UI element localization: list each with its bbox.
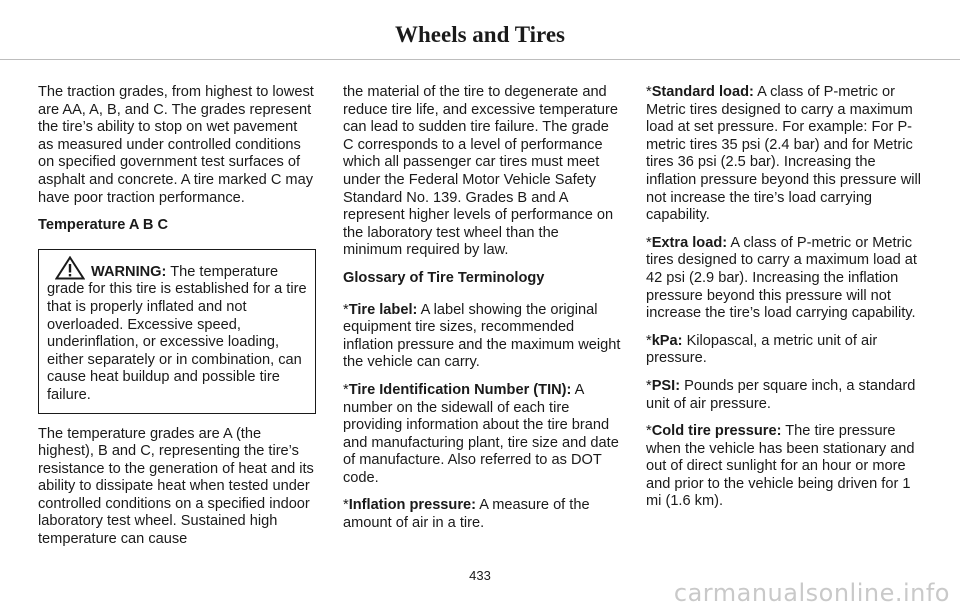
glossary-heading: Glossary of Tire Terminology [343, 269, 545, 286]
watermark: carmanualsonline.info [673, 579, 950, 607]
title-divider [0, 59, 960, 60]
warning-triangle-icon [55, 256, 85, 280]
entry-star: * [646, 423, 652, 440]
page-number: 433 [469, 568, 491, 583]
entry-text: A class of P-metric or Metric tires designed to carry a maximum load at set pressure. For example: For P-metric tires 35 psi (2.4 bar) and for Metric tires 36 psi (2.5 bar). Increasing the inflation pressure beyond this pressure will not increase the tire’s load carrying capability. [646, 84, 921, 224]
entry-term: Standard load: [651, 84, 754, 100]
column-1 [38, 84, 316, 559]
entry-star: * [343, 381, 349, 398]
entry-term: Cold tire pressure: [651, 423, 782, 440]
glossary-entry [646, 235, 924, 323]
entry-star: * [646, 234, 652, 251]
entry-term: Extra load: [651, 234, 728, 251]
entry-text: A number on the sidewall of each tire providing information about the tire brand and manufacturing plant, tire size and date of manufacture. Also referred to as DOT code. [343, 381, 619, 486]
entry-star: * [646, 332, 652, 349]
entry-term: Tire label: [348, 301, 418, 318]
glossary-entry [343, 302, 621, 372]
glossary-entry [646, 84, 924, 225]
warning-box [38, 249, 316, 414]
entry-text: Pounds per square inch, a standard unit of air pressure. [646, 377, 916, 412]
entry-text: A measure of the amount of air in a tire. [343, 497, 590, 532]
temperature-heading: Temperature A B C [38, 217, 169, 234]
entry-star: * [646, 84, 652, 100]
glossary-entry [646, 333, 924, 368]
entry-star: * [646, 377, 652, 394]
page-title: Wheels and Tires [395, 22, 565, 47]
glossary-entry [646, 423, 924, 511]
warning-text: The temperature grade for this tire is established for a tire that is properly inflated and not overloaded. Excessive speed, underinflation, or excessive loading, either separately or in combination, can cause heat buildup and possible tire failure. [47, 263, 307, 403]
entry-term: PSI: [651, 377, 681, 394]
entry-term: kPa: [651, 332, 683, 349]
column-2 [343, 84, 621, 543]
entry-text: The tire pressure when the vehicle has been stationary and out of direct sunlight for an hour or more and prior to the vehicle being driven for 1 mi (1.6 km). [646, 423, 915, 510]
entry-text: Kilopascal, a metric unit of air pressure. [646, 332, 878, 367]
temperature-grades-paragraph: The temperature grades are A (the highest), B and C, representing the tire’s resistance to the generation of heat and its ability to dissipate heat when tested under controlled conditions on a specified indoor laboratory test wheel. Sustained high temperature can cause [38, 425, 314, 548]
glossary-entry [646, 378, 924, 413]
traction-grades-paragraph: The traction grades, from highest to lowest are AA, A, B, and C. The grades represent the tire’s ability to stop on wet pavement as measured under controlled conditions on specified government test surfaces of asphalt and concrete. A tire marked C may have poor traction performance. [38, 84, 314, 206]
material-degenerate-paragraph: the material of the tire to degenerate and reduce tire life, and excessive temperature can lead to sudden tire failure. The grade C corresponds to a level of performance which all passenger car tires must meet under the Federal Motor Vehicle Safety Standard No. 139. Grades B and A represent higher levels of performance on the laboratory test wheel than the minimum required by law. [343, 84, 618, 259]
glossary-entry [343, 382, 621, 488]
entry-text: A class of P-metric or Metric tires designed to carry a maximum load at 42 psi (2.9 bar). Increasing the inflation pressure beyond this pressure will not increase the tire’s load carrying capability. [646, 234, 917, 322]
column-3 [646, 84, 924, 521]
entry-term: Tire Identification Number (TIN): [348, 381, 572, 398]
warning-paragraph [47, 256, 307, 405]
entry-text: A label showing the original equipment tire sizes, recommended inflation pressure and the maximum weight the vehicle can carry. [343, 301, 621, 371]
glossary-entry [343, 497, 621, 532]
entry-star: * [343, 301, 349, 318]
entry-star: * [343, 497, 349, 514]
entry-term: Inflation pressure: [348, 497, 476, 514]
warning-label: WARNING: [91, 263, 167, 280]
